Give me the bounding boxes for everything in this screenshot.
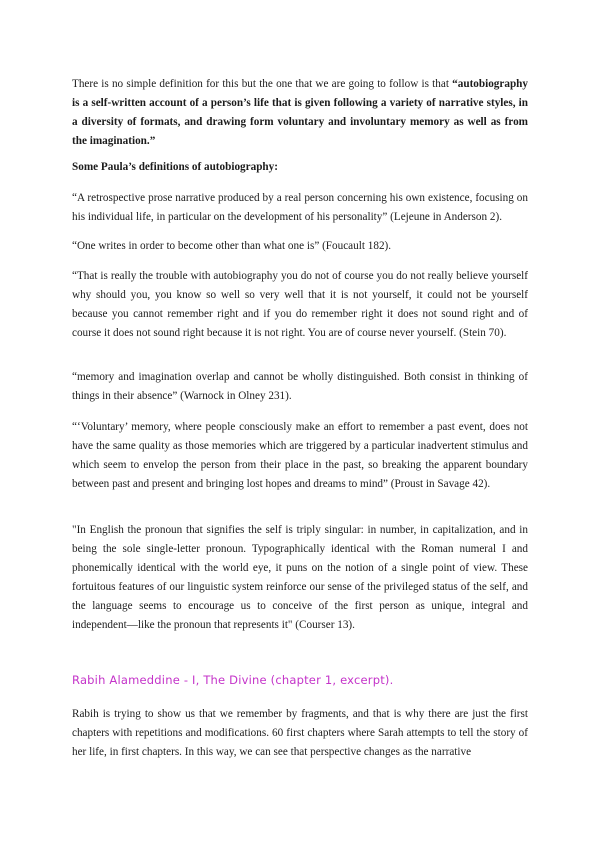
quote-foucault: “One writes in order to become other than what one is” (Foucault 182). <box>72 240 392 252</box>
quote-stein: “That is really the trouble with autobiography you do not of course you do not really believe yourself why should you, you know so well so very well that it is not yourself, it could not be yourself because you cannot remember right and if you do remember right it does not sound right and of course it does not sound right because it is not right. You are of course never yourself. (Stein 70). <box>72 270 528 339</box>
quote-courser: "In English the pronoun that signifies the self is triply singular: in number, in capitalization, and in being the sole single-letter pronoun. Typographically identical with the Roman numeral I and phonemically identical with the world eye, it puns on the notion of a single point of view. These fortuitous features of our linguistic system reinforce our sense of the privileged status of the self, and the language seems to encourage us to conceive of the first person as unique, integral and independent—like the pronoun that represents it" (Courser 13). <box>72 524 528 631</box>
section-paragraph: Rabih is trying to show us that we remember by fragments, and that is why there are just the first chapters with repetitions and modifications. 60 first chapters where Sarah attempts to tell the story of her life, in first chapters. In this way, we can see that perspective changes as the narrative <box>72 708 528 758</box>
quote-warnock: “memory and imagination overlap and cannot be wholly distinguished. Both consist in thinking of things in their absence” (Warnock in Olney 231). <box>72 371 528 402</box>
definitions-heading: Some Paula’s definitions of autobiography: <box>72 161 278 173</box>
quote-proust: “‘Voluntary’ memory, where people consciously make an effort to remember a past event, does not have the same quality as those memories which are triggered by a particular inadvertent stimulus and which seem to envelop the person from their place in the past, so breaking the apparent boundary between past and present and bringing lost hopes and dreams to mind” (Proust in Savage 42). <box>72 421 528 490</box>
section-heading: Rabih Alameddine - I, The Divine (chapter 1, excerpt). <box>72 673 394 687</box>
intro-text: There is no simple definition for this but the one that we are going to follow is that <box>72 78 453 90</box>
quote-lejeune: “A retrospective prose narrative produced by a real person concerning his own existence, focusing on his individual life, in particular on the development of his personality” (Lejeune in Anderson 2). <box>72 192 528 223</box>
intro-definition-quote: “autobiography is a self-written account of a person’s life that is given following a variety of narrative styles, in a diversity of formats, and drawing form voluntary and involuntary memory as well as from the imagination.” <box>72 78 528 147</box>
intro-paragraph <box>72 75 528 151</box>
